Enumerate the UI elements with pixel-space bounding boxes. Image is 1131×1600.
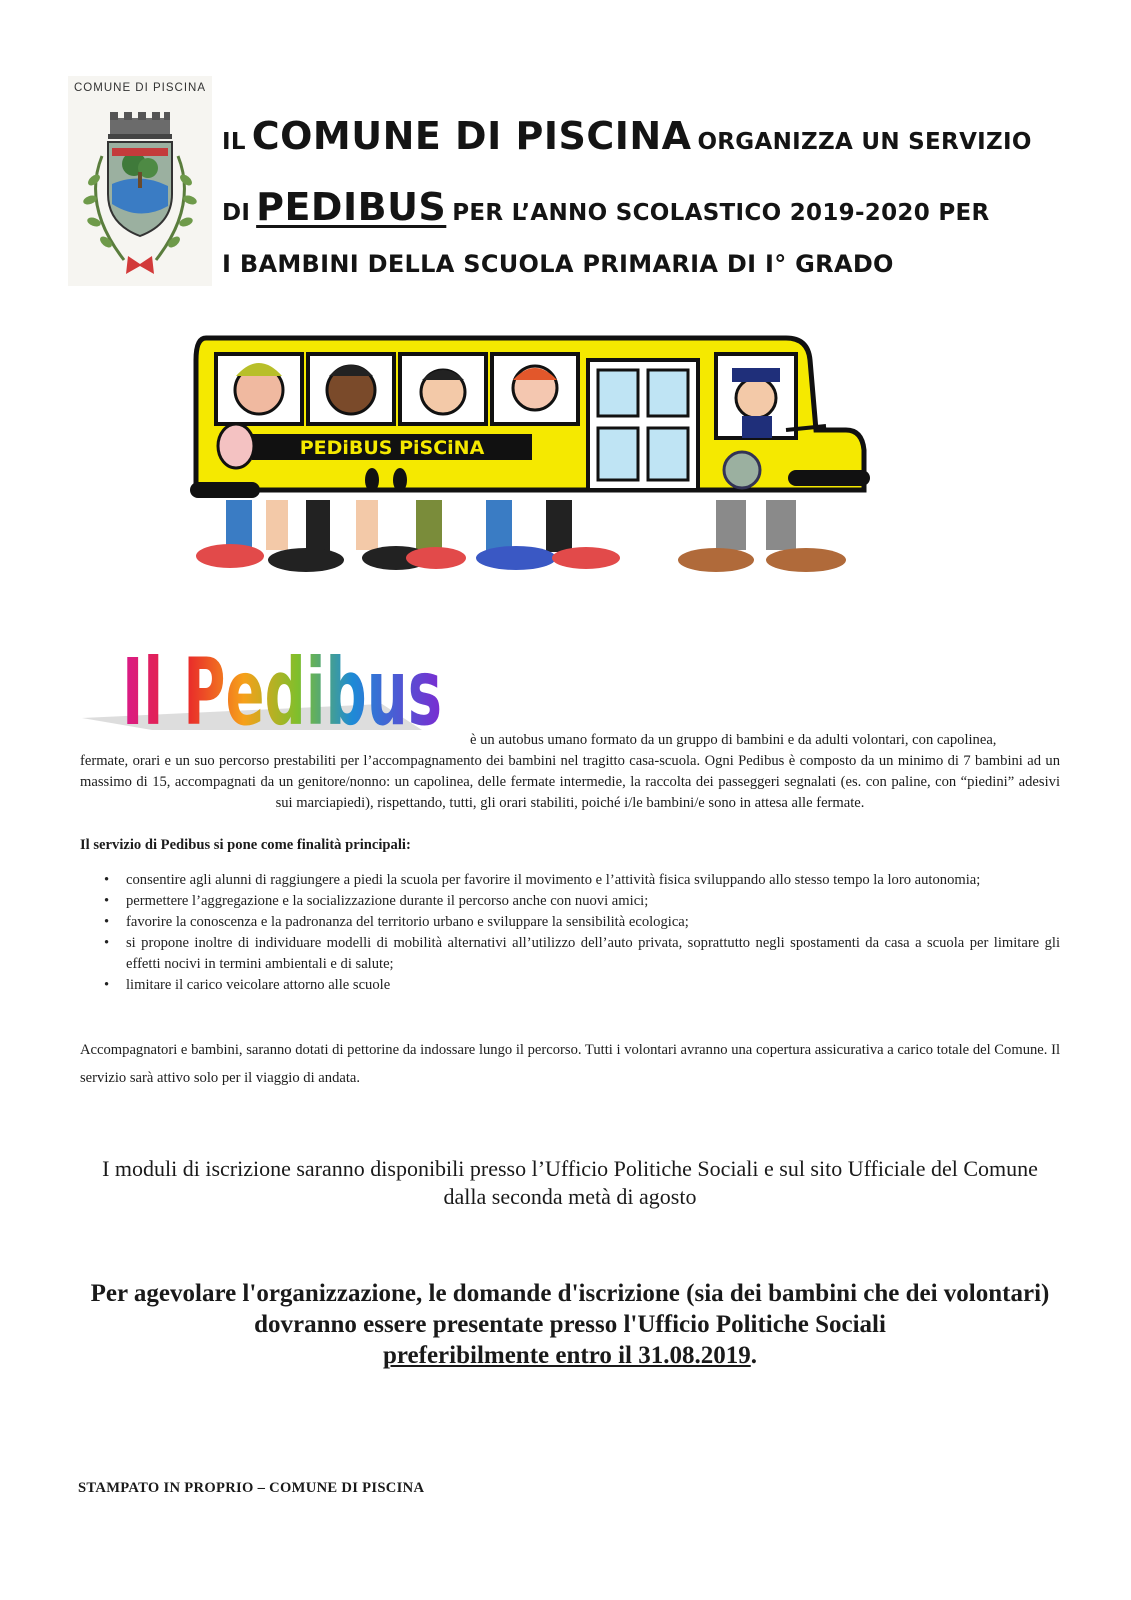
heading-anno: PER L’ANNO SCOLASTICO 2019-2020 PER xyxy=(452,200,990,226)
list-item xyxy=(80,975,1060,996)
heading-bambini: I BAMBINI DELLA SCUOLA PRIMARIA DI I° GRADO xyxy=(222,250,894,278)
pedibus-logo-text: Il Pedibus xyxy=(122,639,442,746)
list-item xyxy=(80,912,1060,933)
intro-paragraph: fermate, orari e un suo percorso prestabiliti per l’accompagnamento dei bambini nel tragitto casa-scuola. Ogni Pedibus è composto da un minimo di 7 bambini ad un massimo di 15, accompagnati da un genitore/nonno: un capolinea, delle fermate intermedie, la raccolta dei passeggeri segnalati (es. con paline, con “piedini” adesivi sui marciapiedi), rispettando, tutti, gli orari stabiliti, poiché i/le bambini/e sono in attesa alle fermate. xyxy=(80,753,1060,811)
list-item xyxy=(80,891,1060,912)
bullet-icon: • xyxy=(104,914,110,930)
heading-line-1 xyxy=(222,114,1032,158)
bullet-icon: • xyxy=(104,935,110,951)
bullet-icon: • xyxy=(104,872,110,888)
list-item xyxy=(80,870,1060,891)
pedibus-rainbow-logo xyxy=(82,630,462,745)
bullet-icon: • xyxy=(104,977,110,993)
bus-sign: PEDiBUS PiSCiNA xyxy=(299,437,485,459)
registration-forms-notice: I moduli di iscrizione saranno disponibili presso l’Ufficio Politiche Sociali e sul sito Ufficiale del Comune dalla seconda metà di agosto xyxy=(102,1156,1038,1209)
footer-printed-by: STAMPATO IN PROPRIO – COMUNE DI PISCINA xyxy=(78,1480,425,1496)
heading-comune: COMUNE DI PISCINA xyxy=(251,114,692,158)
goal-text: consentire agli alunni di raggiungere a piedi la scuola per favorire il movimento e l’attività fisica sviluppando allo stesso tempo la loro autonomia; xyxy=(126,872,981,888)
heading-organizza: ORGANIZZA UN SERVIZIO xyxy=(697,129,1032,155)
heading-di: DI xyxy=(222,200,251,226)
coat-of-arms-icon xyxy=(68,76,212,286)
intro-first-line: è un autobus umano formato da un gruppo di bambini e da adulti volontari, con capolinea, xyxy=(470,732,997,748)
deadline-end: . xyxy=(750,1342,757,1369)
deadline-notice xyxy=(80,1278,1060,1371)
accompagnatori-paragraph: Accompagnatori e bambini, saranno dotati di pettorine da indossare lungo il percorso. Tutti i volontari avranno una copertura assicurativa a carico totale del Comune. Il servizio sarà attivo solo per il viaggio di andata. xyxy=(80,1042,1060,1086)
pedibus-bus-illustration xyxy=(186,330,876,582)
bullet-icon: • xyxy=(104,893,110,909)
goals-list xyxy=(80,870,1060,996)
goal-text: si propone inoltre di individuare modelli di mobilità alternativi all’utilizzo dell’auto privata, soprattutto negli spostamenti da casa a scuola per limitare gli effetti nocivi in termini ambientali e di salute; xyxy=(126,935,1060,972)
municipal-crest xyxy=(68,76,212,286)
goals-title: Il servizio di Pedibus si pone come finalità principali: xyxy=(80,837,411,853)
heading-il: IL xyxy=(222,129,246,155)
goal-text: favorire la conoscenza e la padronanza del territorio urbano e sviluppare la sensibilità ecologica; xyxy=(126,914,689,930)
heading-line-3 xyxy=(222,250,894,278)
deadline-main: Per agevolare l'organizzazione, le domande d'iscrizione (sia dei bambini che dei volontari) dovranno essere presentate presso l'Ufficio Politiche Sociali xyxy=(90,1280,1050,1338)
deadline-date: preferibilmente entro il 31.08.2019 xyxy=(382,1342,751,1369)
heading-pedibus: PEDIBUS xyxy=(256,185,447,229)
crest-label: COMUNE DI PISCINA xyxy=(74,82,207,94)
heading-line-2 xyxy=(222,185,990,229)
goal-text: limitare il carico veicolare attorno alle scuole xyxy=(126,977,391,993)
list-item xyxy=(80,933,1060,975)
goal-text: permettere l’aggregazione e la socializzazione durante il percorso anche con nuovi amici; xyxy=(126,893,649,909)
